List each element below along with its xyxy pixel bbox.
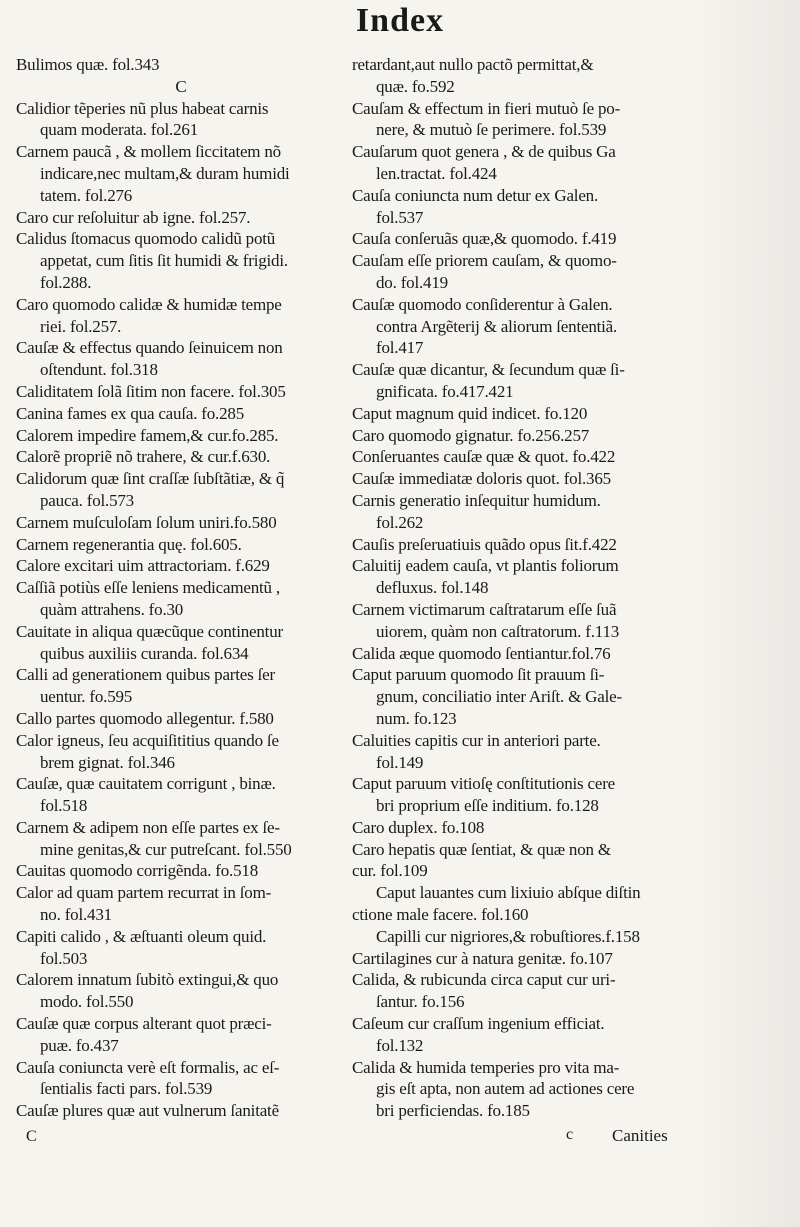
index-entry-line: Cauſæ quomodo conſiderentur à Galen.	[352, 294, 613, 314]
index-entry-line: Calidior tẽperies nũ plus habeat carnis	[16, 98, 269, 118]
index-entry-line: Capiti calido , & æſtuanti oleum quid.	[16, 926, 267, 946]
index-entry-line: Calorem impedire famem,& cur.fo.285.	[16, 425, 279, 445]
index-entry-line: Cauſa coniuncta verè eſt formalis, ac eſ-	[16, 1057, 280, 1077]
index-entry-line: gnificata. fo.417.421	[376, 381, 514, 401]
catchword: Canities	[612, 1126, 668, 1145]
index-entry-line: Calli ad generationem quibus partes ſer	[16, 665, 275, 685]
index-entry-line: fol.417	[376, 338, 424, 358]
page-edge-shadow	[690, 0, 800, 1227]
index-entry-line: Cartilagines cur à natura genitæ. fo.107	[352, 948, 613, 968]
index-entry-line: nere, & mutuò ſe perimere. fol.539	[376, 120, 607, 140]
index-entry-line: contra Argẽterij & aliorum ſententiã.	[376, 316, 618, 336]
index-entry-line: modo. fol.550	[40, 992, 134, 1012]
index-entry-line: Cauſam eſſe priorem cauſam, & quomo-	[352, 251, 617, 271]
index-entry-line: Carnis generatio inſequitur humidum.	[352, 490, 601, 510]
index-entry-line: Cauſæ quæ corpus alterant quot præci-	[16, 1014, 272, 1034]
index-entry-line: Caſſiã potiùs eſſe leniens medicamentũ ,	[16, 578, 280, 598]
index-entry-line: Calida, & rubicunda circa caput cur uri-	[352, 970, 616, 990]
index-entry-line: Caro hepatis quæ ſentiat, & quæ non &	[352, 839, 611, 859]
index-entry-line: gnum, conciliatio inter Ariſt. & Gale-	[376, 687, 622, 707]
index-entry-line: Cauſæ & effectus quando ſeinuicem non	[16, 338, 283, 358]
index-entry-line: appetat, cum ſitis ſit humidi & frigidi.	[40, 251, 288, 271]
index-entry-line: Cauſæ plures quæ aut vulnerum ſanitatẽ	[16, 1101, 279, 1121]
index-entry-line: Carnem victimarum caſtratarum eſſe ſuã	[352, 599, 617, 619]
index-entry-line: oſtendunt. fol.318	[40, 360, 158, 380]
index-entry-line: Cauſæ immediatæ doloris quot. fol.365	[352, 469, 611, 489]
index-entry-line: Caro duplex. fo.108	[352, 817, 485, 837]
index-entry-line: no. fol.431	[40, 905, 112, 925]
index-entry-line: Caro quomodo gignatur. fo.256.257	[352, 425, 590, 445]
index-entry-line: Cauſis preſeruatiuis quãdo opus ſit.f.422	[352, 534, 617, 554]
index-entry-line: ſantur. fo.156	[376, 992, 465, 1012]
footer-mark: C	[26, 1128, 37, 1145]
index-column-left	[16, 54, 346, 1122]
index-entry-line: do. fol.419	[376, 272, 448, 292]
index-entry-line: Cauitate in aliqua quæcũque continentur	[16, 621, 283, 641]
index-entry-line: fol.518	[40, 796, 88, 816]
index-entry-line: Calor ad quam partem recurrat in ſom-	[16, 883, 272, 903]
index-entry-line: quibus auxiliis curanda. fol.634	[40, 643, 249, 663]
index-entry-line: Carnem & adipem non eſſe partes ex ſe-	[16, 817, 280, 837]
index-entry-line: len.tractat. fol.424	[376, 163, 497, 183]
index-entry-line: tatem. fol.276	[40, 185, 133, 205]
index-entry-line: Caluitij eadem cauſa, vt plantis foliorum	[352, 556, 619, 576]
index-entry-line: puæ. fo.437	[40, 1035, 119, 1055]
page-title: Index	[355, 2, 445, 39]
index-entry-line: Cauſarum quot genera , & de quibus Ga	[352, 142, 616, 162]
index-entry-line: Capilli cur nigriores,& robuſtiores.f.158	[376, 926, 640, 946]
index-entry-line: Calorem innatum ſubitò extingui,& quo	[16, 970, 279, 990]
signature-mark: c	[566, 1126, 574, 1143]
index-entry-line: retardant,aut nullo pactõ permittat,&	[352, 55, 594, 74]
index-entry-line: fol.262	[376, 512, 424, 532]
index-entry-line: Calidorum quæ ſint craſſæ ſubſtãtiæ, & q̃	[16, 469, 285, 489]
index-entry-line: Caput paruum vitioſę conſtitutionis cere	[352, 774, 615, 794]
index-entry-line: Carnem regenerantia quę. fol.605.	[16, 534, 242, 554]
index-entry-line: Calor igneus, ſeu acquiſititius quando ſe	[16, 730, 279, 750]
index-entry-line: Carnem paucã , & mollem ſiccitatem nõ	[16, 142, 281, 162]
index-entry-line: Caluities capitis cur in anteriori parte.	[352, 730, 601, 750]
index-entry-line: Conſeruantes cauſæ quæ & quot. fo.422	[352, 447, 616, 467]
index-entry-line: Canina fames ex qua cauſa. fo.285	[16, 403, 245, 423]
index-entry-line: bri perficiendas. fo.185	[376, 1101, 530, 1121]
index-entry-line: Cauſæ, quæ cauitatem corrigunt , binæ.	[16, 774, 276, 794]
index-entry-line: Cauſa conſeruãs quæ,& quomodo. f.419	[352, 229, 617, 249]
index-entry-line: bri proprium eſſe inditium. fo.128	[376, 796, 599, 816]
index-entry-line: C	[175, 76, 187, 96]
index-entry-line: uentur. fo.595	[40, 687, 133, 707]
index-entry-line: indicare,nec multam,& duram humidi	[40, 163, 290, 183]
index-entry-line: quam moderata. fol.261	[40, 120, 198, 140]
index-entry-line: Caſeum cur craſſum ingenium efficiat.	[352, 1014, 605, 1034]
index-entry-line: Caro cur reſoluitur ab igne. fol.257.	[16, 207, 251, 227]
index-entry-line: fol.132	[376, 1035, 424, 1055]
index-entry-line: Caliditatem ſolã ſitim non facere. fol.305	[16, 381, 286, 401]
index-entry-line: Calida æque quomodo ſentiantur.fol.76	[352, 643, 611, 663]
index-entry-line: Cauitas quomodo corrigẽnda. fo.518	[16, 861, 259, 881]
index-entry-line: Calidus ſtomacus quomodo calidũ potũ	[16, 229, 276, 249]
index-entry-line: Cauſæ quæ dicantur, & ſecundum quæ ſi-	[352, 360, 625, 380]
index-entry-line: fol.149	[376, 752, 424, 772]
index-entry-line: Bulimos quæ. fol.343	[16, 55, 160, 74]
index-entry-line: fol.288.	[40, 272, 92, 292]
index-entry-line: riei. fol.257.	[40, 316, 122, 336]
index-entry-line: brem gignat. fol.346	[40, 752, 175, 772]
index-entry-line: Caput paruum quomodo ſit prauum ſi-	[352, 665, 605, 685]
index-entry-line: Caput magnum quid indicet. fo.120	[352, 403, 588, 423]
index-entry-line: Calore excitari uim attractoriam. f.629	[16, 556, 270, 576]
index-entry-line: ctione male facere. fol.160	[352, 905, 529, 925]
index-entry-line: fol.503	[40, 948, 88, 968]
index-entry-line: mine genitas,& cur putreſcant. fol.550	[40, 839, 292, 859]
index-entry-line: Cauſa coniuncta num detur ex Galen.	[352, 185, 599, 205]
index-entry-line: Calida & humida temperies pro vita ma-	[352, 1057, 620, 1077]
index-entry-line: quàm attrahens. fo.30	[40, 599, 184, 619]
index-entry-line: Caro quomodo calidæ & humidæ tempe	[16, 294, 282, 314]
index-column-right	[352, 54, 682, 1122]
index-entry-line: defluxus. fol.148	[376, 578, 489, 598]
index-entry-line: cur. fol.109	[352, 861, 428, 881]
index-entry-line: Cauſam & effectum in fieri mutuò ſe po-	[352, 98, 621, 118]
index-entry-line: uiorem, quàm non caſtratorum. f.113	[376, 621, 620, 641]
index-entry-line: fol.537	[376, 207, 424, 227]
index-entry-line: ſentialis facti pars. fol.539	[40, 1079, 213, 1099]
index-entry-line: Callo partes quomodo allegentur. f.580	[16, 708, 274, 728]
index-entry-line: num. fo.123	[376, 708, 457, 728]
index-entry-line: Calorẽ propriẽ nõ trahere, & cur.f.630.	[16, 447, 271, 467]
index-entry-line: pauca. fol.573	[40, 490, 134, 510]
index-entry-line: quæ. fo.592	[376, 76, 455, 96]
index-entry-line: Carnem muſculoſam ſolum uniri.fo.580	[16, 512, 277, 532]
index-entry-line: Caput lauantes cum lixiuio abſque diſtin	[376, 883, 641, 903]
index-entry-line: gis eſt apta, non autem ad actiones cere	[376, 1079, 635, 1099]
